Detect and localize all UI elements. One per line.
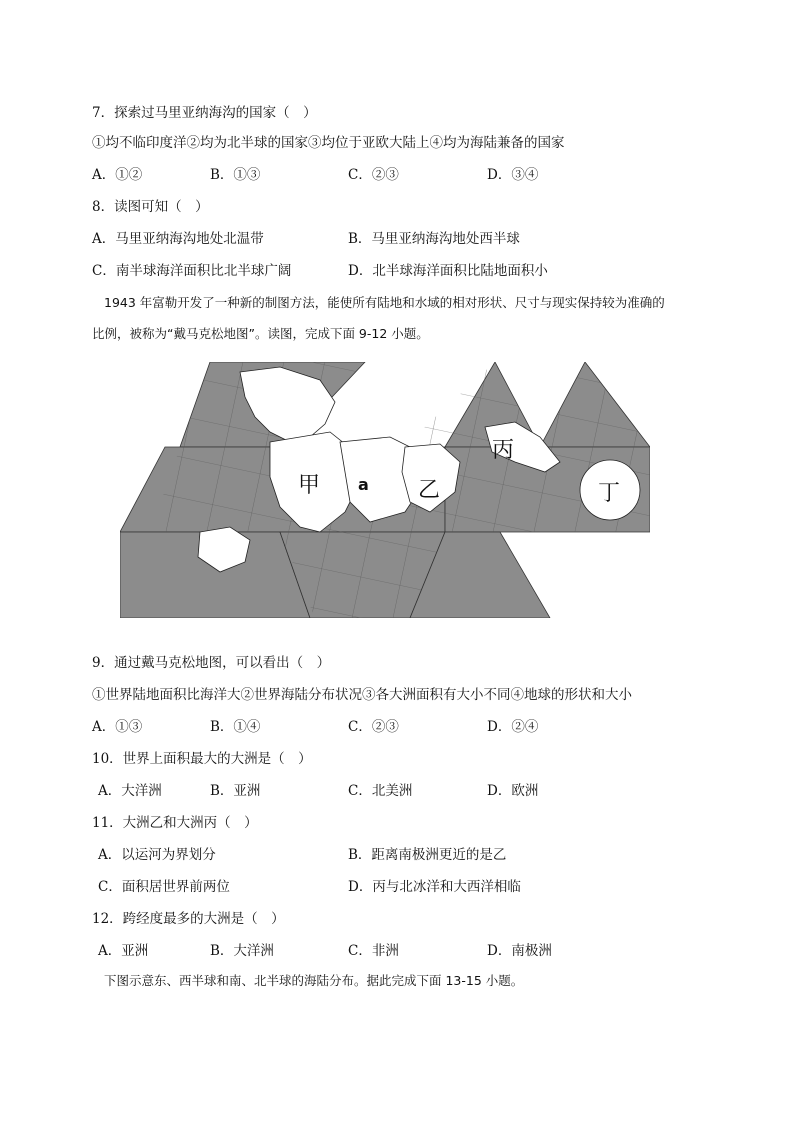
q8-option-b: B．马里亚纳海沟地处西半球 [348,231,520,247]
q7-option-c: C．②③ [348,167,399,183]
q11-option-a: A．以运河为界划分 [98,847,216,863]
q8-option-a: A．马里亚纳海沟地处北温带 [92,231,264,247]
q12-option-a: A．亚洲 [98,943,149,959]
dymaxion-map [120,362,650,618]
q7-option-b: B．①③ [210,167,261,183]
label-ding: 丁 [598,481,621,506]
q7-statements: ①均不临印度洋②均为北半球的国家③均位于亚欧大陆上④均为海陆兼备的国家 [92,135,565,151]
q9-option-b: B．①④ [210,719,261,735]
q10-option-c: C．北美洲 [348,783,413,799]
intro-paragraph-line1: 1943 年富勒开发了一种新的制图方法，能使所有陆地和水域的相对形状、尺寸与现实保持较为准确的 [104,295,665,310]
q10-option-d: D．欧洲 [487,783,539,799]
q11-option-b: B．距离南极洲更近的是乙 [348,847,507,863]
q10-option-b: B．亚洲 [210,783,261,799]
q12-option-c: C．非洲 [348,943,399,959]
intro2-paragraph: 下图示意东、西半球和南、北半球的海陆分布。据此完成下面 13-15 小题。 [104,973,524,988]
q10-option-a: A．大洋洲 [98,783,162,799]
label-jia: 甲 [298,473,321,498]
q8-option-c: C．南半球海洋面积比北半球广阔 [92,263,292,279]
q7-option-d: D．③④ [487,167,539,183]
q9-option-d: D．②④ [487,719,539,735]
q12-option-d: D．南极洲 [487,943,552,959]
q7-stem: 7．探索过马里亚纳海沟的国家（ ） [92,105,317,121]
q7-option-a: A．①② [92,167,143,183]
q9-option-a: A．①③ [92,719,143,735]
q12-option-b: B．大洋洲 [210,943,274,959]
label-bing: 丙 [492,438,515,463]
label-yi: 乙 [418,478,441,503]
q11-option-d: D．丙与北冰洋和大西洋相临 [348,879,521,895]
q8-option-d: D．北半球海洋面积比陆地面积小 [348,263,548,279]
q12-stem: 12．跨经度最多的大洲是（ ） [92,911,285,927]
label-a: a [358,475,369,494]
q9-statements: ①世界陆地面积比海洋大②世界海陆分布状况③各大洲面积有大小不同④地球的形状和大小 [92,687,632,703]
q8-stem: 8．读图可知（ ） [92,199,209,215]
q9-stem: 9．通过戴马克松地图，可以看出（ ） [92,655,331,671]
q9-option-c: C．②③ [348,719,399,735]
intro-paragraph-line2: 比例，被称为“戴马克松地图”。读图，完成下面 9-12 小题。 [92,326,429,341]
q11-stem: 11．大洲乙和大洲丙（ ） [92,815,258,831]
q11-option-c: C．面积居世界前两位 [98,879,230,895]
q10-stem: 10．世界上面积最大的大洲是（ ） [92,751,312,767]
